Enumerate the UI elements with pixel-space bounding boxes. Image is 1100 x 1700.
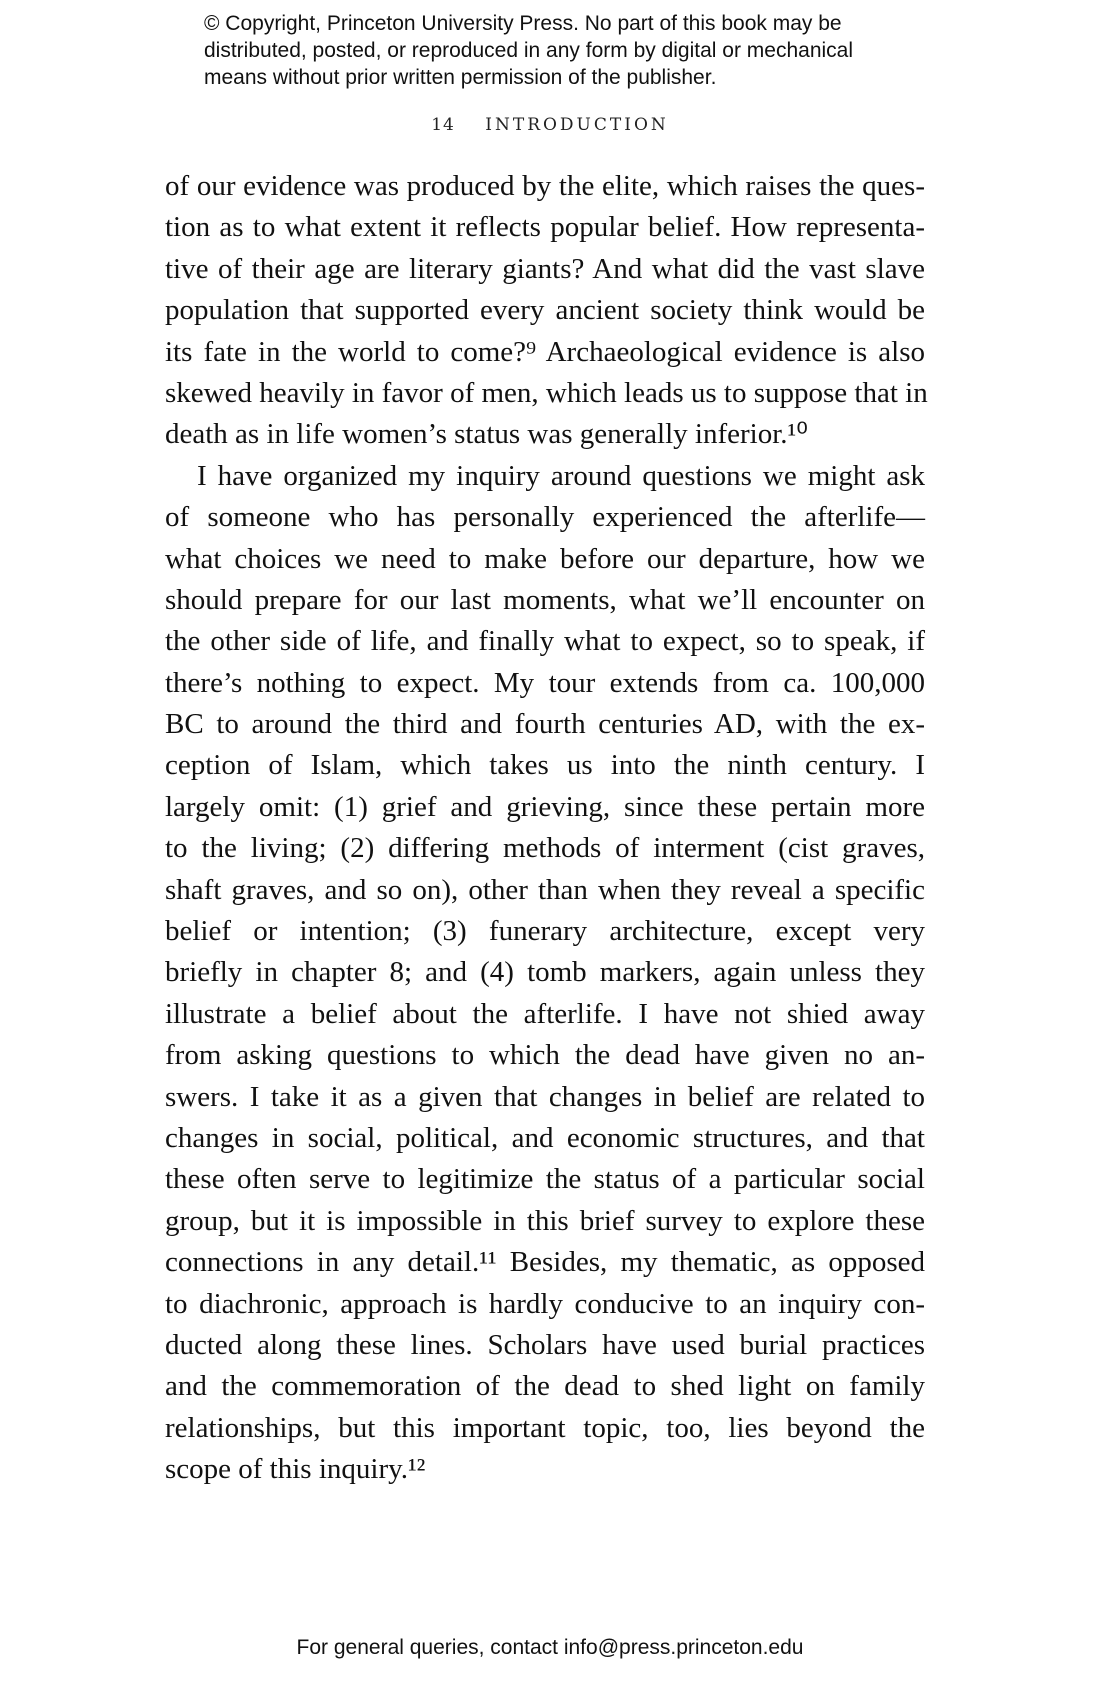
text-line: death as in life women’s status was generally inferior.¹⁰ [165,418,808,451]
text-line: largely omit: (1) grief and grieving, since these pertain more [165,790,925,823]
text-line: BC to around the third and fourth centuries AD, with the ex- [165,708,925,741]
text-line: of someone who has personally experienced the afterlife— [165,501,925,534]
text-line: what choices we need to make before our departure, how we [165,542,925,575]
paragraph [165,456,925,1491]
text-line: population that supported every ancient society think would be [165,294,925,327]
text-line: ception of Islam, which takes us into the ninth century. I [165,749,925,782]
text-line: to the living; (2) differing methods of interment (cist graves, [165,832,925,865]
text-line: these often serve to legitimize the status of a particular social [165,1163,925,1196]
section-title: INTRODUCTION [485,115,669,135]
paragraph [165,166,928,456]
text-line: should prepare for our last moments, what we’ll encounter on [165,583,925,616]
copyright-notice [204,10,924,91]
body-text [165,166,928,1491]
text-line: briefly in chapter 8; and (4) tomb markers, again unless they [165,956,925,989]
text-line: to diachronic, approach is hardly conducive to an inquiry con- [165,1287,925,1320]
page-number: 14 [431,115,455,135]
copyright-line: © Copyright, Princeton University Press. No part of this book may be [204,12,842,35]
text-line: tive of their age are literary giants? And what did the vast slave [165,252,925,285]
copyright-line: distributed, posted, or reproduced in any form by digital or mechanical [204,39,854,62]
text-line: changes in social, political, and economic structures, and that [165,1121,925,1154]
text-line: connections in any detail.¹¹ Besides, my thematic, as opposed [165,1246,925,1279]
text-line: ducted along these lines. Scholars have used burial practices [165,1328,925,1361]
text-line: there’s nothing to expect. My tour extends from ca. 100,000 [165,666,925,699]
text-line: scope of this inquiry.¹² [165,1453,426,1486]
text-line: skewed heavily in favor of men, which leads us to suppose that in [165,376,928,409]
text-line: belief or intention; (3) funerary architecture, except very [165,915,925,948]
text-line: and the commemoration of the dead to shed light on family [165,1370,925,1403]
text-line: the other side of life, and finally what to expect, so to speak, if [165,625,925,658]
text-line: its fate in the world to come?⁹ Archaeological evidence is also [165,335,925,368]
text-line: of our evidence was produced by the elite, which raises the ques- [165,170,925,202]
text-line: shaft graves, and so on), other than when they reveal a specific [165,873,925,906]
text-line: tion as to what extent it reflects popular belief. How representa- [165,211,925,244]
footer-contact: For general queries, contact info@press.princeton.edu [296,1636,804,1659]
copyright-line: means without prior written permission of the publisher. [204,66,717,89]
text-line: swers. I take it as a given that changes in belief are related to [165,1080,925,1113]
text-line: I have organized my inquiry around questions we might ask [197,459,925,492]
text-line: from asking questions to which the dead have given no an- [165,1039,925,1072]
running-head [0,115,1100,135]
text-line: relationships, but this important topic, too, lies beyond the [165,1411,925,1444]
text-line: group, but it is impossible in this brief survey to explore these [165,1204,925,1237]
text-line: illustrate a belief about the afterlife. I have not shied away [165,997,925,1030]
